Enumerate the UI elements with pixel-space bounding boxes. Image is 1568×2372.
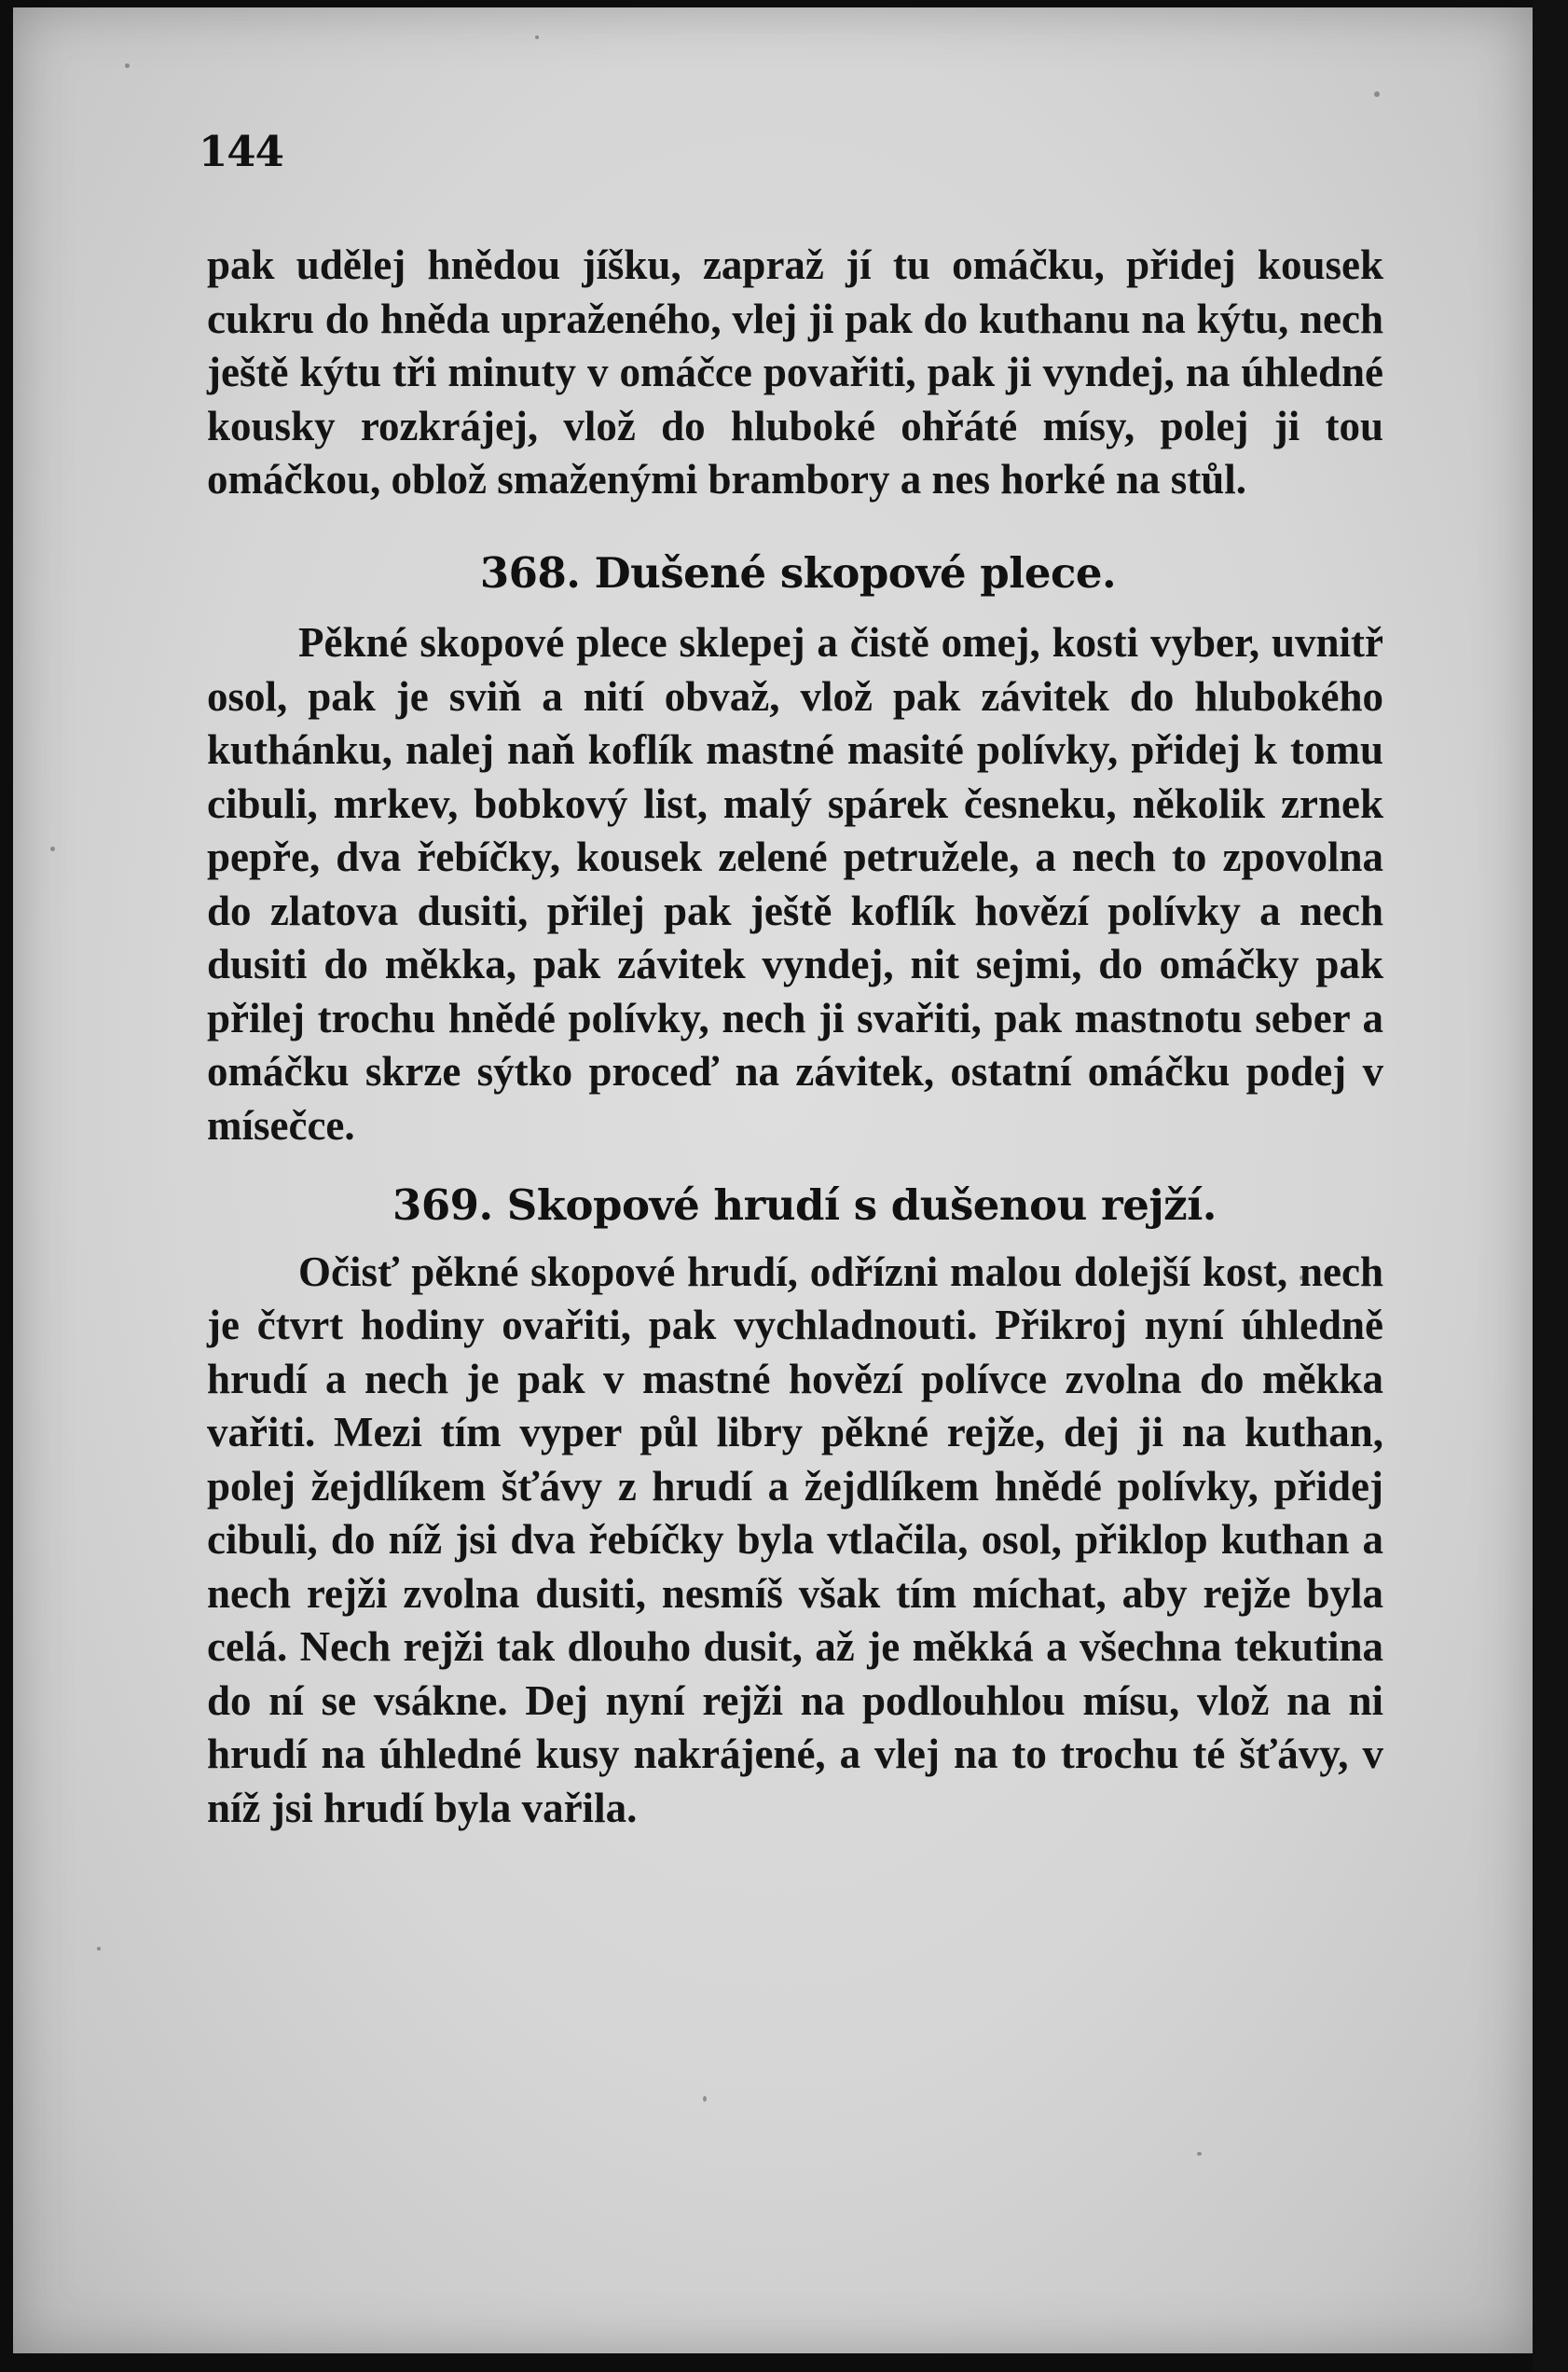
recipe-368-paragraph: Pěkné skopové plece sklepej a čistě omej, kosti vyber, uvnitř osol, pak je sviň a nití obvaž, vlož pak závitek do hlubokého kuthánku, nalej naň koflík mastné masité polívky, přidej k tomu cibuli, mrkev, bobkový list, malý spárek česneku, několik zrnek pepře, dva řebíčky, kousek zelené petružele, a nech to zpovolna do zlatova dusiti, přilej pak ještě koflík hovězí polívky a nech dusiti do měkka, pak závitek vyndej, nit sejmi, do omáčky pak přilej trochu hnědé polívky, nech ji svařiti, pak mastnotu seber a omáčku skrze sýtko proceď na závitek, ostatní omáčku podej v mísečce. [207,619,1383,1149]
recipe-heading-368: 368. Dušené skopové plece. [479,547,1117,598]
scan-speck [97,1947,101,1951]
scan-speck [50,847,55,851]
page-number: 144 [199,127,283,176]
scan-speck [535,35,539,39]
scan-dark-edge [1533,0,1568,2372]
scan-speck [125,63,130,68]
scan-speck [1197,2152,1202,2156]
recipe-369-paragraph: Očisť pěkné skopové hrudí, odřízni malou dolejší kost, nech je čtvrt hodiny ovařiti, pak vychladnouti. Přikroj nyní úhledně hrudí a nech je pak v mastné hovězí polívce zvolna do měkka vařiti. Mezi tím vyper půl libry pěkné rejže, dej ji na kuthan, polej žejdlíkem šťávy z hrudí a žejdlíkem hnědé polívky, přidej cibuli, do níž jsi dva řebíčky byla vtlačila, osol, přiklop kuthan a nech rejži zvolna dusiti, nesmíš však tím míchat, aby rejže byla celá. Nech rejži tak dlouho dusit, až je měkká a všechna tekutina do ní se vsákne. Dej nyní rejži na podlouhlou mísu, vlož na ni hrudí na úhledné kusy nakrájené, a vlej na to trochu té šťávy, v níž jsi hrudí byla vařila. [207,1248,1383,1831]
paragraph-continuation: pak udělej hnědou jíšku, zapraž jí tu omáčku, přidej kousek cukru do hněda upraženého, vlej ji pak do kuthanu na kýtu, nech ještě kýtu tři minuty v omáčce povařiti, pak ji vyndej, na úhledné kousky rozkrájej, vlož do hluboké ohřáté mísy, polej ji tou omáčkou, oblož smaženými brambory a nes horké na stůl. [207,241,1383,503]
scan-speck [703,2096,707,2102]
page-content [207,239,1383,1835]
scan-speck [1374,91,1380,97]
recipe-heading-369: 369. Skopové hrudí s dušenou rejží. [392,1180,1217,1230]
